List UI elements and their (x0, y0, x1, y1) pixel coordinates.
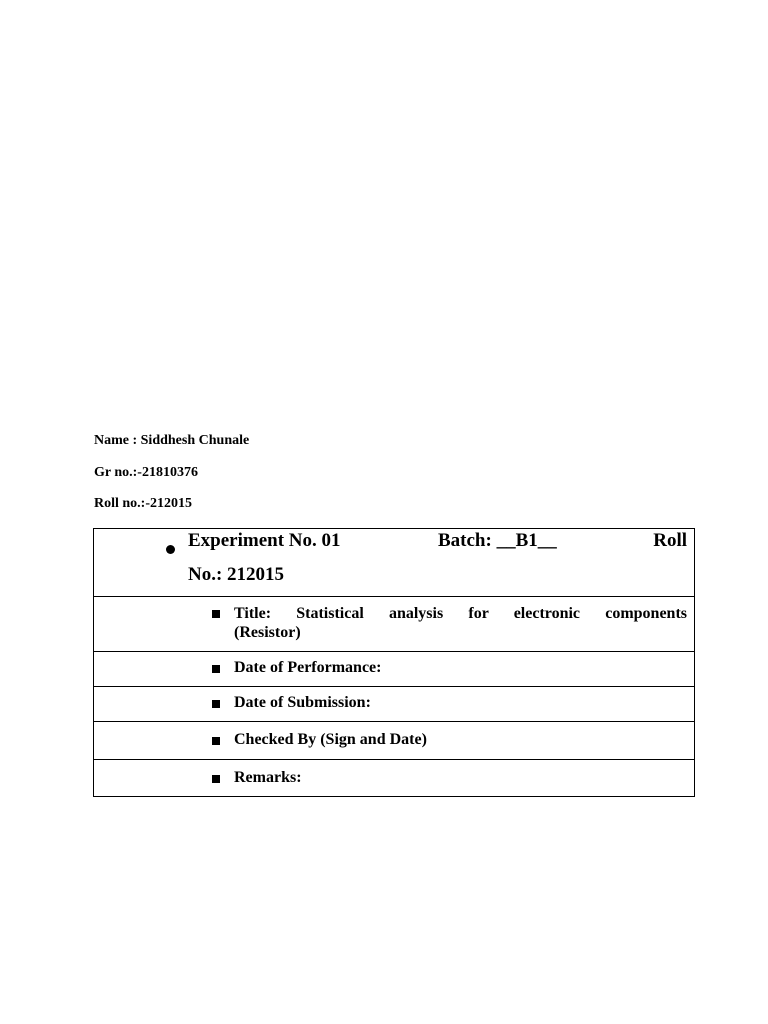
date-of-performance-row (94, 652, 694, 687)
checked-by-label: Checked By (Sign and Date) (234, 731, 427, 748)
title-row (94, 597, 694, 652)
roll-number-value: No.: 212015 (188, 564, 285, 585)
square-bullet-icon (212, 700, 220, 708)
title-line-2: (Resistor) (234, 624, 301, 641)
experiment-title (234, 604, 687, 642)
roll-word: Roll (653, 530, 687, 551)
square-bullet-icon (212, 737, 220, 745)
date-of-submission-label: Date of Submission: (234, 694, 371, 711)
checked-by-row (94, 722, 694, 760)
gr-number: Gr no.:-21810376 (94, 465, 198, 480)
square-bullet-icon (212, 665, 220, 673)
date-of-performance-label: Date of Performance: (234, 659, 382, 676)
date-of-submission-row (94, 687, 694, 722)
roll-number: Roll no.:-212015 (94, 496, 192, 511)
remarks-label: Remarks: (234, 769, 302, 786)
round-bullet-icon (166, 545, 175, 554)
experiment-header-row (94, 529, 694, 597)
experiment-table (93, 528, 695, 797)
batch-label: Batch: __B1__ (438, 530, 557, 551)
square-bullet-icon (212, 610, 220, 618)
experiment-number: Experiment No. 01 (188, 530, 341, 551)
student-name: Name : Siddhesh Chunale (94, 433, 250, 448)
square-bullet-icon (212, 775, 220, 783)
remarks-row (94, 760, 694, 798)
title-line-1: Title: Statistical analysis for electronic components (234, 605, 687, 622)
